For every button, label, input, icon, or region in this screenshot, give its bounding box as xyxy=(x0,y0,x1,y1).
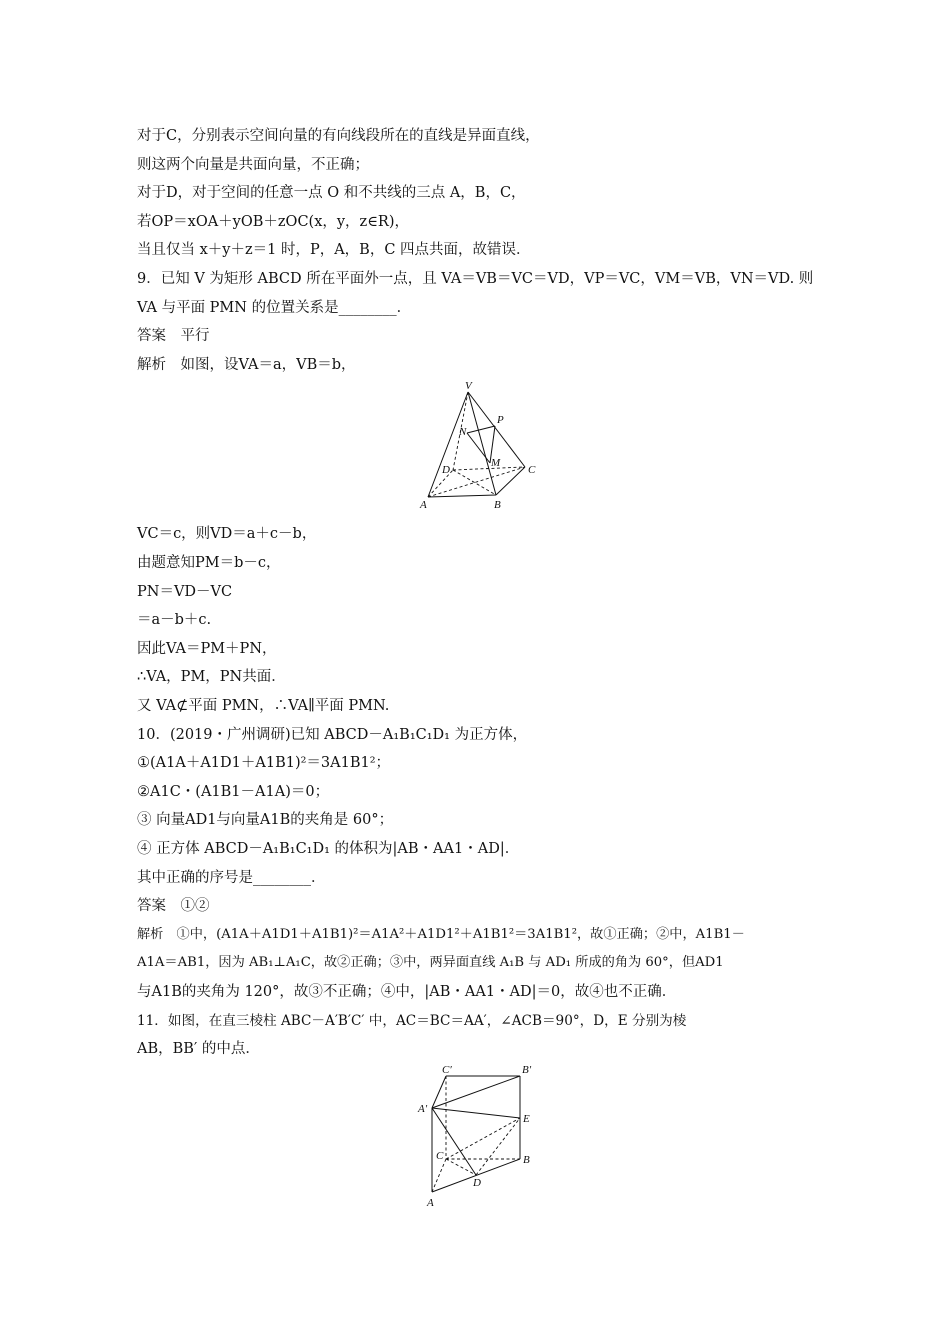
label-V: V xyxy=(465,380,472,392)
problem-11-line: 11．如图，在直三棱柱 ABC－A′B′C′ 中，AC＝BC＝AA′，∠ACB＝90°，D，E 分别为棱 xyxy=(137,1013,687,1029)
text-line: 若OP＝xOA＋yOB＋zOC(x，y，z∈R)， xyxy=(137,214,410,230)
label-B-prime: B′ xyxy=(522,1064,532,1076)
problem-10-line: ④ 正方体 ABCD－A₁B₁C₁D₁ 的体积为|AB・AA1・AD|． xyxy=(137,841,520,857)
label-C: C xyxy=(436,1150,444,1162)
analysis-9-line: ＝a－b＋c. xyxy=(137,612,212,628)
analysis-9-line: VC＝c，则VD＝a＋c－b， xyxy=(137,526,317,542)
analysis-9-line: 因此VA＝PM＋PN， xyxy=(137,641,277,657)
label-A: A xyxy=(427,1197,434,1209)
label-A: A xyxy=(420,499,427,511)
problem-10-line: 其中正确的序号是________． xyxy=(137,870,326,886)
label-B: B xyxy=(494,499,501,511)
label-P: P xyxy=(497,414,504,426)
label-D: D xyxy=(473,1177,481,1189)
prism-figure xyxy=(412,1064,540,1212)
label-B: B xyxy=(523,1154,530,1166)
analysis-9-line: 又 VA⊄平面 PMN，∴VA∥平面 PMN. xyxy=(137,698,390,714)
analysis-9-line: 由题意知PM＝b－c， xyxy=(137,555,281,571)
answer-10: 答案 ①② xyxy=(137,898,210,914)
label-M: M xyxy=(491,457,501,469)
problem-10-line: ②A1C・(A1B1－A1A)＝0； xyxy=(137,784,330,800)
text-line: 对于C，分别表示空间向量的有向线段所在的直线是异面直线， xyxy=(137,128,540,144)
text-line: 对于D，对于空间的任意一点 O 和不共线的三点 A，B，C， xyxy=(137,185,526,201)
text-line: 则这两个向量是共面向量，不正确； xyxy=(137,157,369,173)
problem-11-line: AB，BB′ 的中点． xyxy=(137,1041,260,1057)
analysis-10-line: A1A＝AB1，因为 AB₁⊥A₁C，故②正确；③中，两异面直线 A₁B 与 AD₁ 所成的角为 60°，但AD1 xyxy=(137,955,724,970)
problem-10-line: ③ 向量AD1与向量A1B的夹角是 60°； xyxy=(137,812,394,828)
problem-10-line: 10．(2019・广州调研)已知 ABCD－A₁B₁C₁D₁ 为正方体， xyxy=(137,727,528,743)
text-line: 当且仅当 x＋y＋z＝1 时，P，A，B，C 四点共面，故错误． xyxy=(137,242,531,258)
analysis-9-line: ∴VA，PM，PN共面． xyxy=(137,669,286,685)
label-N: N xyxy=(459,426,467,438)
label-C-prime: C′ xyxy=(442,1064,452,1076)
analysis-9-line: 解析 如图，设VA＝a，VB＝b， xyxy=(137,357,356,373)
answer-9: 答案 平行 xyxy=(137,328,210,344)
analysis-10-line: 解析 ①中，(A1A＋A1D1＋A1B1)²＝A1A²＋A1D1²＋A1B1²＝3A1B1²，故①正确；②中，A1B1－ xyxy=(137,927,745,942)
label-E: E xyxy=(523,1113,530,1125)
analysis-9-line: PN＝VD－VC xyxy=(137,584,233,600)
label-D: D xyxy=(442,464,450,476)
problem-10-line: ①(A1A＋A1D1＋A1B1)²＝3A1B1²； xyxy=(137,755,391,771)
label-A-prime: A′ xyxy=(418,1103,428,1115)
pyramid-figure xyxy=(412,378,542,514)
problem-9-line: VA 与平面 PMN 的位置关系是________． xyxy=(137,300,412,316)
problem-9-line: 9．已知 V 为矩形 ABCD 所在平面外一点，且 VA＝VB＝VC＝VD，VP＝VC，VM＝VB，VN＝VD. 则 xyxy=(137,271,814,287)
analysis-10-line: 与A1B的夹角为 120°，故③不正确；④中，|AB・AA1・AD|＝0，故④也不正确． xyxy=(137,984,677,1000)
label-C: C xyxy=(528,464,536,476)
